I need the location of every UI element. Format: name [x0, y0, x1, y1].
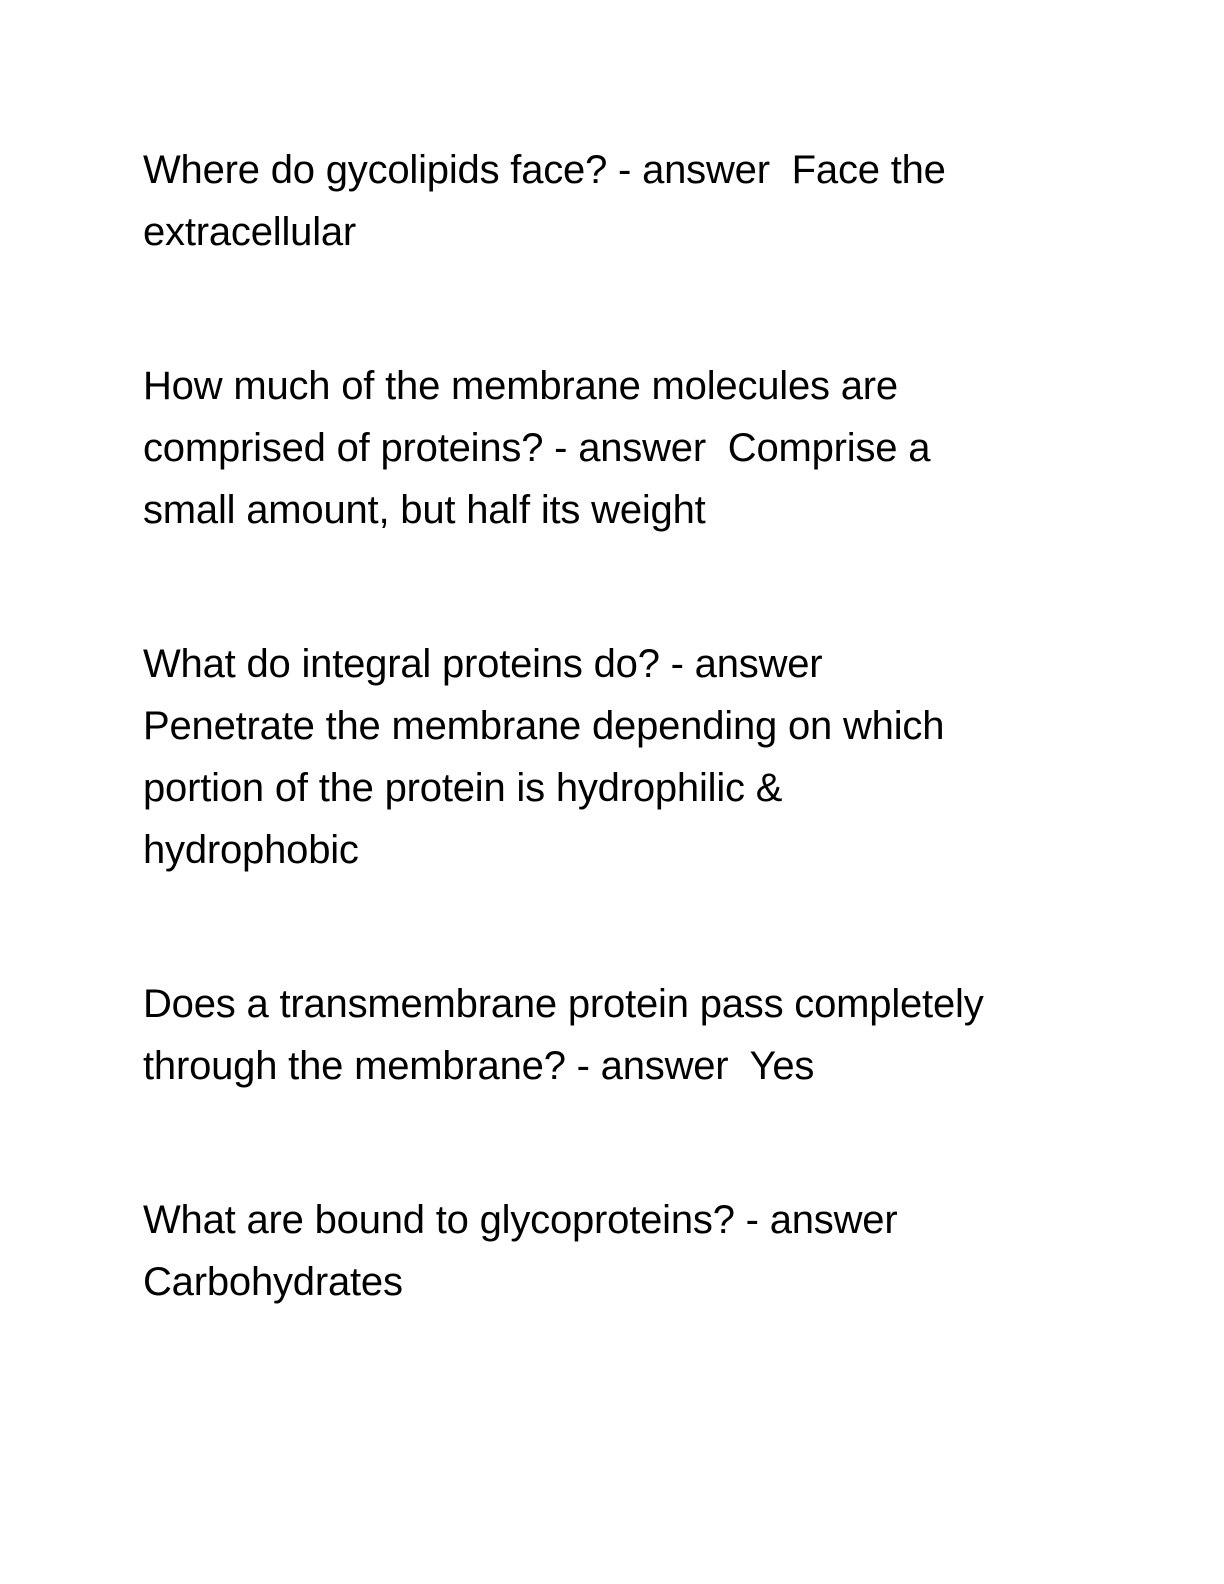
qa-item-membrane-proteins [143, 355, 1083, 541]
qa-line: small amount, but half its weight [143, 488, 706, 532]
qa-line: portion of the protein is hydrophilic & [143, 766, 783, 810]
qa-item-integral-proteins [143, 633, 1083, 881]
qa-line: through the membrane? - answer Yes [143, 1044, 815, 1088]
qa-line: extracellular [143, 210, 357, 254]
qa-line: Penetrate the membrane depending on which [143, 704, 945, 748]
qa-line: Does a transmembrane protein pass completely [143, 982, 984, 1026]
qa-line: Where do gycolipids face? - answer Face the [143, 148, 946, 192]
qa-item-transmembrane-protein [143, 973, 1083, 1097]
qa-line: What are bound to glycoproteins? - answer [143, 1198, 898, 1242]
qa-line: hydrophobic [143, 828, 359, 872]
qa-line: How much of the membrane molecules are [143, 364, 898, 408]
qa-line: comprised of proteins? - answer Comprise a [143, 426, 931, 470]
qa-line: What do integral proteins do? - answer [143, 642, 823, 686]
qa-item-glycolipids [143, 139, 1083, 263]
qa-list [143, 139, 1083, 1313]
qa-item-glycoproteins [143, 1189, 1083, 1313]
qa-line: Carbohydrates [143, 1260, 403, 1304]
